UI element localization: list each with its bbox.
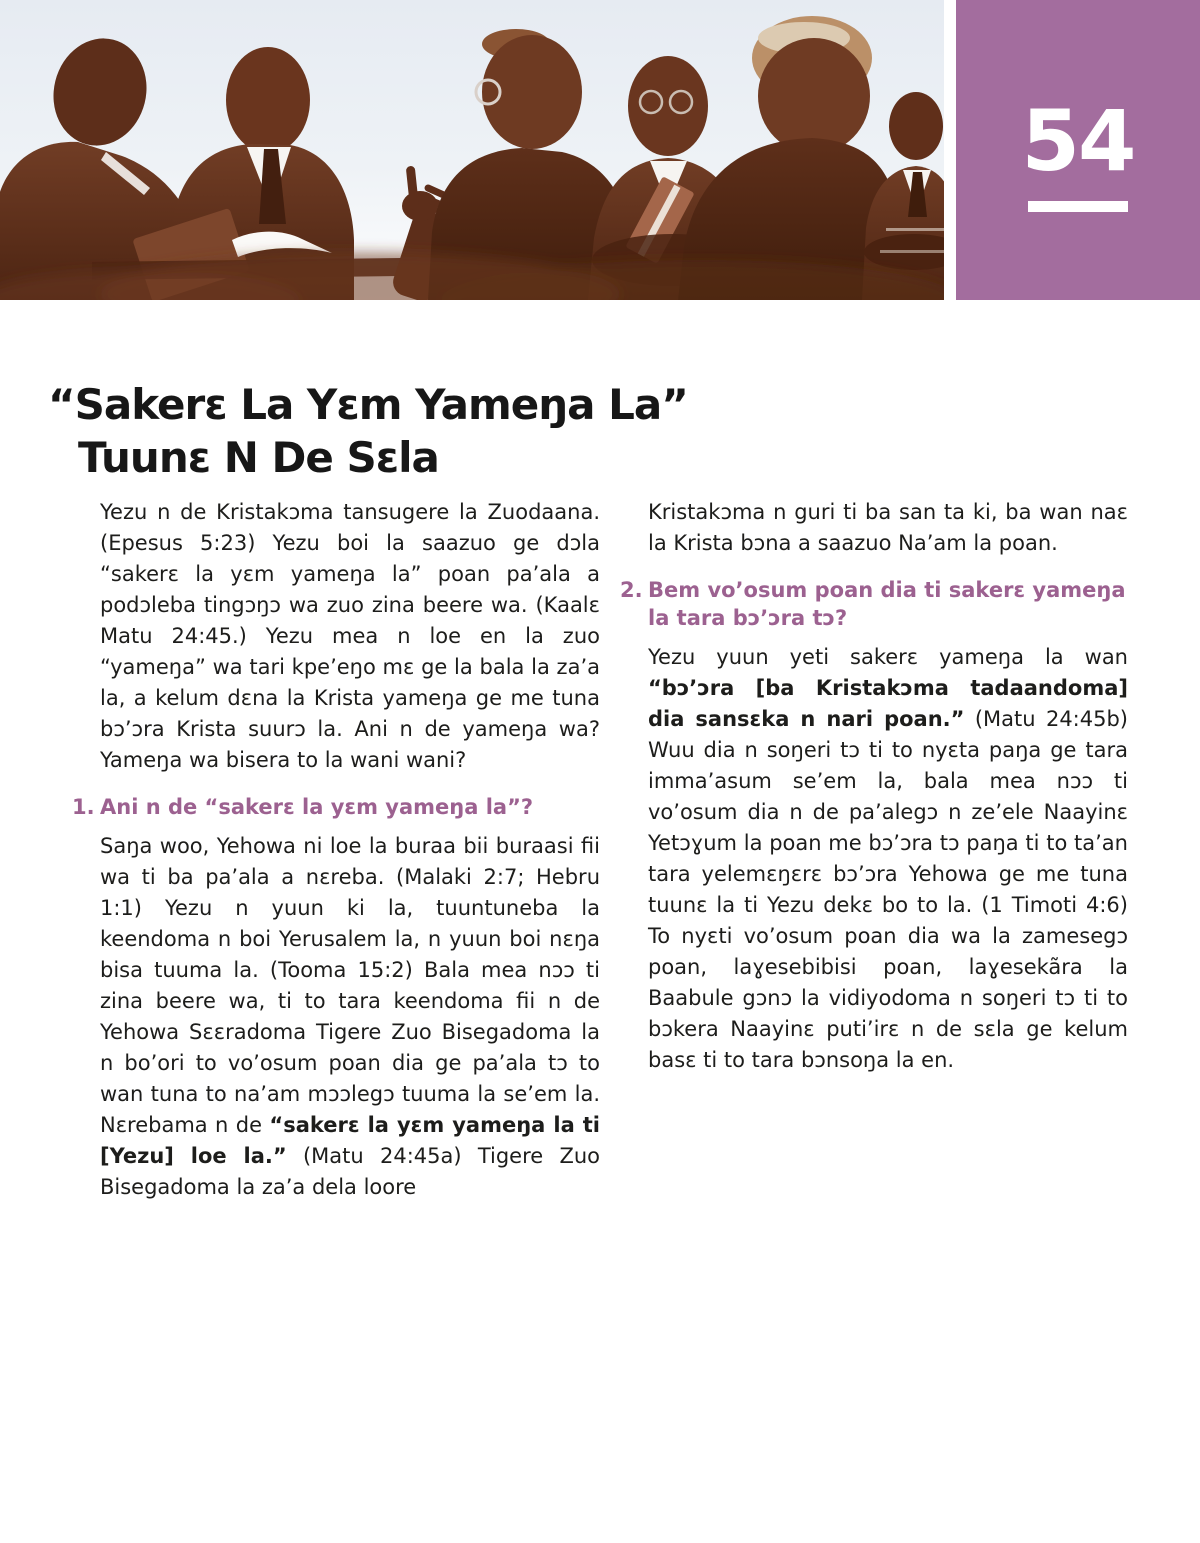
question-number: 1. xyxy=(72,795,95,819)
bold-scripture-run: “bɔ’ɔra [ba Kristakɔma tadaandoma] dia sansɛka n nari poan.” xyxy=(648,676,1128,731)
left-column xyxy=(72,497,600,1203)
text-run: (Matu 24:45a) Tigere Zuo Bisegadoma la za’a dela loore xyxy=(100,1144,600,1199)
lesson-number: 54 xyxy=(1021,91,1135,190)
badge-underline xyxy=(1028,201,1128,212)
title-line-1: “Sakerɛ La Yɛm Yameŋa La” xyxy=(48,380,688,430)
meeting-silhouettes-illustration xyxy=(0,0,944,300)
question-text xyxy=(648,576,1128,632)
text-run: Kristakɔma n guri ti ba san ta ki, ba wan naɛ la Krista bɔna a saazuo Na’am la poan. xyxy=(648,500,1128,555)
question-number: 2. xyxy=(620,578,643,602)
paragraph xyxy=(648,497,1128,559)
text-run: Yezu yuun yeti sakerɛ yameŋa la wan xyxy=(648,645,1128,669)
text-run: (Matu 24:45b) Wuu dia n soŋeri tɔ ti to nyɛta paŋa ge tara imma’asum se’em la, bala mea nɔɔ ti vo’osum dia n de pa’alegɔ n ze’ele Naayinɛ Yetɔɣum la poan me bɔ’ɔra tɔ paŋa ti to ta’an tara yelemɛŋɛrɛ bɔ’ɔra Yehowa ge me tuna tuunɛ la ti Yezu dekɛ bo to la. (1 Timoti 4:6) To nyɛti vo’osum poan dia wa la zamesegɔ poan, laɣesebibisi poan, laɣesekãra la Baabule gɔnɔ la vidiyodoma n soŋeri tɔ ti to bɔkera Naayinɛ puti’irɛ n de sɛla ge kelum basɛ ti to tara bɔnsoŋa la en. xyxy=(648,707,1129,1072)
paragraph xyxy=(100,497,600,776)
bold-scripture-run: “sakerɛ la yɛm yameŋa la ti [Yezu] loe la.” xyxy=(100,1113,600,1168)
section-question xyxy=(72,793,600,821)
text-run: Yezu n de Kristakɔma tansugere la Zuodaana. (Epesus 5:23) Yezu boi la saazuo ge dɔla “sakerɛ la yɛm yameŋa la” poan pa’ala a podɔleba tingɔŋɔ wa zuo zina beere wa. (Kaalɛ Matu 24:45.) Yezu mea n loe en la zuo “yameŋa” wa tari kpe’eŋo mɛ ge la bala la za’a la, a kelum dɛna la Krista yameŋa ge me tuna bɔ’ɔra Krista suurɔ la. Ani n de yameŋa wa? Yameŋa wa bisera to la wani wani? xyxy=(100,500,600,772)
lesson-number-badge xyxy=(956,0,1200,300)
article-title xyxy=(48,378,908,485)
title-line-2: Tuunɛ N De Sɛla xyxy=(78,433,439,483)
header-gap xyxy=(944,0,956,300)
paragraph xyxy=(648,642,1128,1076)
question-run: Ani n de “sakerɛ la yɛm yameŋa la”? xyxy=(100,795,534,819)
section-question xyxy=(620,576,1128,632)
page-header xyxy=(0,0,1200,300)
text-run: Saŋa woo, Yehowa ni loe la buraa bii buraasi fii wa ti ba pa’ala a nɛreba. (Malaki 2:7; Hebru 1:1) Yezu n yuun ki la, tuuntuneba la keendoma n boi Yerusalem la, n yuun boi nɛŋa bisa tuuma la. (Tooma 15:2) Bala mea nɔɔ ti zina beere wa, ti to tara keendoma fii n de Yehowa Sɛɛradoma Tigere Zuo Bisegadoma la n bo’ori to vo’osum poan dia ge pa’ala tɔ to wan tuna to na’am mɔɔlegɔ tuuma la se’em la. Nɛrebama n de xyxy=(100,834,600,1137)
right-column xyxy=(620,497,1128,1076)
question-text xyxy=(100,793,600,821)
question-run: Bem vo’osum poan dia ti sakerɛ yameŋa la tara bɔ’ɔra tɔ? xyxy=(648,578,1126,630)
paragraph xyxy=(100,831,600,1203)
